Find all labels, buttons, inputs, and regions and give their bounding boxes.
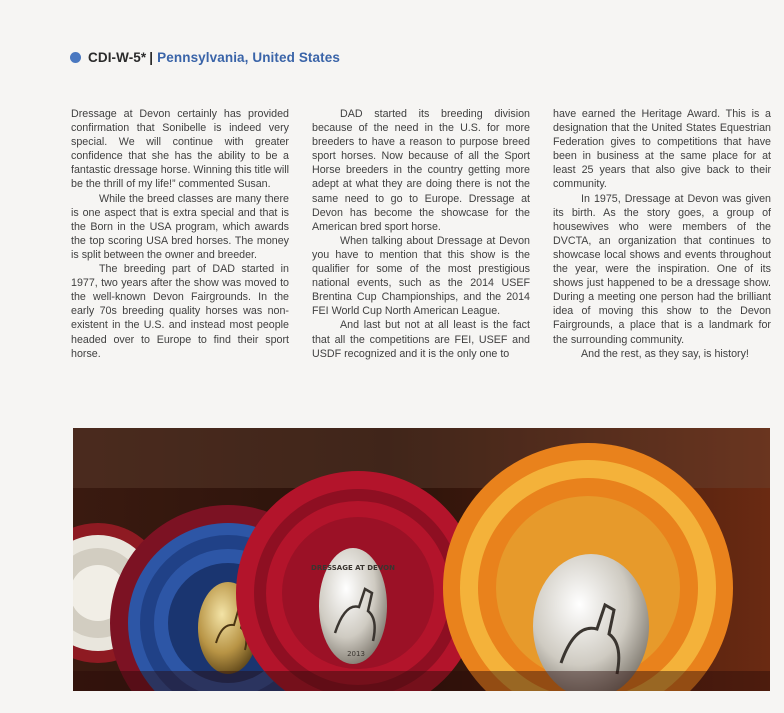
event-code: CDI-W-5* (88, 50, 147, 65)
paragraph: And last but not at all least is the fact that all the competitions are FEI, USEF and USDF recognized and it is the only one to (312, 319, 530, 360)
rosettes-illustration (73, 428, 770, 691)
paragraph: have earned the Heritage Award. This is a designation that the United States Equestrian Federation gives to competitions that have been in business at the same place for at least 25 years that also give back to their community. (553, 108, 771, 191)
paragraph: While the breed classes are many there is one aspect that is extra special and that is the Born in the USA program, which awards the top scoring USA bred horses. The money is split between the owner and breeder. (71, 192, 289, 261)
paragraph: Dressage at Devon certainly has provided confirmation that Sonibelle is indeed very special. We will continue with greater confidence that she has the ability to be a fantastic dressage horse. Winning this title will be the thrill of my life!” commented Susan. (71, 108, 290, 191)
rosettes-photo (73, 428, 770, 691)
paragraph: The breeding part of DAD started in 1977, two years after the show was moved to the well-known Devon Fairgrounds. In the early 70s breeding quality horses was non-existent in the U.S. and instead most people headed over to Europe to find their sport horse. (71, 263, 289, 360)
article-column-3 (553, 107, 771, 361)
event-location: Pennsylvania, United States (157, 50, 340, 65)
header-separator: | (149, 50, 154, 65)
bullet-icon (70, 52, 81, 63)
article-column-1 (71, 107, 289, 361)
section-header (70, 50, 340, 65)
medal-year: 2013 (347, 650, 365, 658)
paragraph: When talking about Dressage at Devon you have to mention that this show is the qualifier for some of the most prestigious national events, such as the 2014 USEF Brentina Cup Championships, and the 2014 FEI World Cup North American League. (312, 234, 530, 318)
paragraph: DAD started its breeding division because of the need in the U.S. for more breeders to have a reason to purpose breed sport horses. Now because of all the Sport Horse breeders in the country getting more adept at what they are doing there is not the same need to go to Europe. Dressage at Devon has become the showcase for the American bred sport horse. (312, 108, 530, 233)
medal-text: DRESSAGE AT DEVON (311, 564, 395, 572)
article-column-2 (312, 107, 530, 361)
paragraph: And the rest, as they say, is history! (581, 347, 749, 360)
paragraph: In 1975, Dressage at Devon was given its birth. As the story goes, a group of housewives who were members of the DVCTA, an organization that continues to showcase local shows and events throughout the year, were the inspiration. One of its shows just happened to be a dressage show. During a meeting one person had the brilliant idea of moving this show to the Devon Fairgrounds, a place that is a landmark for the surrounding community. (553, 192, 771, 346)
